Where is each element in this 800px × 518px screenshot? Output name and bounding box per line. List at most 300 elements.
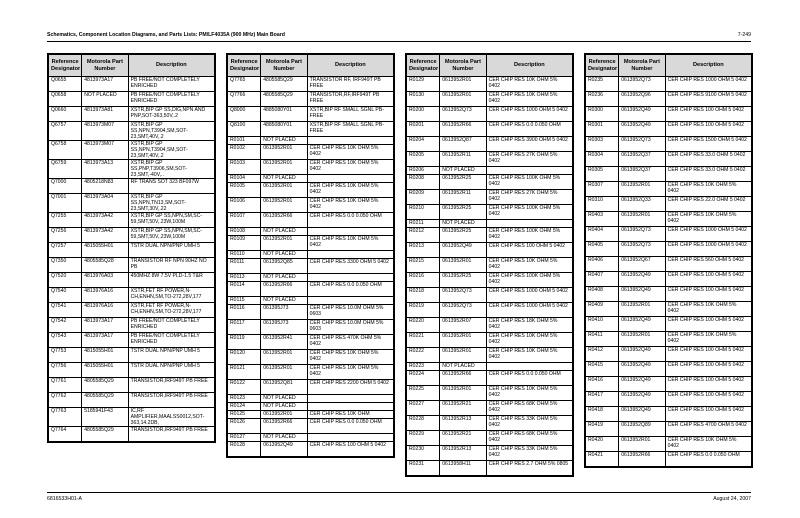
cell-part: 0613952Q89 — [619, 422, 665, 437]
cell-desc: CER CHIP RES 33K OHM 5% 0402 — [486, 446, 572, 461]
cell-ref: R0113 — [228, 274, 261, 282]
table-row — [407, 152, 573, 167]
cell-ref: R0101 — [228, 137, 261, 145]
table-row — [407, 205, 573, 220]
table-row — [228, 122, 394, 137]
cell-desc: XSTR,BIP GP SS,NPN,SM,SC-59,SMT,50V,.23W,100M — [128, 213, 214, 228]
cell-desc: CER CHIP RES 100K OHM 5% 0402 — [486, 228, 572, 243]
table-row — [49, 141, 215, 160]
cell-ref: R0228 — [407, 416, 440, 431]
cell-desc: TSTR DUAL NPN/PNP UMH 5 — [128, 348, 214, 363]
cell-part: 0613952Q49 — [619, 407, 665, 422]
cell-part: 0613952R07 — [440, 318, 486, 333]
cell-ref: R0421 — [586, 452, 619, 467]
cell-desc: XSTR,BIP GP SS,NPN,TN13,SM,SOT-23,SMT,30V,.22 — [128, 194, 214, 213]
cell-ref: Q7542 — [49, 318, 82, 333]
cell-desc: CER CHIP RES 10K OHM 5% 0402 — [307, 160, 393, 175]
cell-part: 0613952R66 — [261, 419, 307, 434]
cell-ref: R0415 — [586, 362, 619, 377]
table-row — [407, 461, 573, 476]
page-header-title: Schematics, Component Location Diagrams, and Parts Lists: PM/LF4035A (900 MHz) Main Board — [47, 32, 285, 38]
table-row — [586, 302, 752, 317]
table-row — [407, 363, 573, 371]
cell-desc: PB FREE/NOT COMPLETELY ENRICHED — [128, 318, 214, 333]
cell-desc: CER CHIP RES 100 OHM 5 0402 — [665, 362, 751, 377]
table-row — [228, 442, 394, 457]
cell-desc: CER CHIP RES 10K OHM 5% 0402 — [665, 212, 751, 227]
cell-part: 4805585Q29 — [261, 77, 307, 92]
cell-ref: R0412 — [586, 347, 619, 362]
cell-part: 4813973A17 — [82, 333, 128, 348]
table-row — [49, 318, 215, 333]
cell-ref: R0108 — [228, 228, 261, 236]
parts-table-col-4 — [584, 53, 753, 468]
table-row — [407, 175, 573, 190]
cell-part: 061395J73 — [261, 320, 307, 335]
cell-desc: CER CHIP RES 10K OHM 5% 0402 — [486, 77, 572, 92]
cell-desc: CER CHIP RES 2200 OHM 5 0402 — [307, 380, 393, 395]
cell-desc: CER CHIP RES 10K OHM — [307, 411, 393, 419]
cell-part: 0613952R21 — [440, 401, 486, 416]
table-row — [407, 122, 573, 137]
table-row — [586, 107, 752, 122]
cell-desc — [307, 434, 393, 442]
cell-part: 0613952Q49 — [619, 287, 665, 302]
cell-part: 0613952Q37 — [619, 167, 665, 182]
cell-part: 0613952Q49 — [440, 243, 486, 258]
table-row — [586, 437, 752, 452]
cell-desc: CER CHIP RES 0.0 0.050 OHM — [486, 122, 572, 137]
cell-ref: R0128 — [228, 442, 261, 457]
cell-desc: XSTR,FET RF POWER,N-CH,ENHN,SM,TO-272,28V,177 — [128, 303, 214, 318]
table-row — [49, 77, 215, 92]
cell-desc: CER CHIP RES 10K OHM 5% 0402 — [486, 348, 572, 363]
cell-ref: R0307 — [586, 182, 619, 197]
column-header-desc: Description — [486, 55, 572, 77]
cell-part: 0613952Q73 — [619, 137, 665, 152]
cell-desc: PB FREE/NOT COMPLETELY ENRICHED — [128, 333, 214, 348]
table-row — [49, 122, 215, 141]
cell-ref: R0204 — [407, 137, 440, 152]
cell-ref: R0105 — [228, 183, 261, 198]
table-row — [586, 212, 752, 227]
cell-part: 0613952R25 — [440, 205, 486, 220]
cell-desc: CER CHIP RES 0.0 0.050 OHM — [486, 371, 572, 386]
table-row — [228, 282, 394, 297]
cell-part: 4813973A17 — [82, 318, 128, 333]
table-row — [49, 92, 215, 107]
table-row — [407, 220, 573, 228]
table-row — [407, 431, 573, 446]
table-row — [586, 317, 752, 332]
cell-part: NOT PLACED — [261, 251, 307, 259]
table-row — [49, 427, 215, 442]
table-row — [586, 407, 752, 422]
cell-ref: R0411 — [586, 332, 619, 347]
cell-part: 0613952R01 — [619, 212, 665, 227]
cell-ref: Q7001 — [49, 194, 82, 213]
table-row — [586, 182, 752, 197]
table-row — [49, 348, 215, 363]
cell-ref: R0404 — [586, 227, 619, 242]
cell-desc: CER CHIP RES 100 OHM 5 0402 — [665, 107, 751, 122]
cell-ref: R0126 — [228, 419, 261, 434]
table-row — [49, 194, 215, 213]
cell-part: 0613952R01 — [261, 145, 307, 160]
cell-part: 0613952R01 — [440, 333, 486, 348]
cell-ref: Q7763 — [49, 408, 82, 427]
table-row — [228, 335, 394, 350]
cell-ref: R0406 — [586, 257, 619, 272]
cell-part: 4805585Q29 — [82, 427, 128, 442]
cell-ref: Q7765 — [228, 77, 261, 92]
table-row — [407, 167, 573, 175]
column-header-part: Motorola Part Number — [82, 55, 128, 77]
cell-ref: R0418 — [586, 407, 619, 422]
cell-desc: CER CHIP RES 3900 OHM 5 0402 — [486, 137, 572, 152]
cell-desc: CER CHIP RES 10K OHM 5% 0402 — [665, 437, 751, 452]
table-row — [49, 160, 215, 179]
cell-desc: TRANSISTOR,IRF949T PB FREE — [128, 378, 214, 393]
table-row — [49, 288, 215, 303]
cell-desc: CER CHIP RES 100 OHM 5 0402 — [665, 377, 751, 392]
table-row — [49, 243, 215, 258]
cell-ref: Q7543 — [49, 333, 82, 348]
cell-ref: Q6758 — [49, 141, 82, 160]
cell-part: 0613952R21 — [440, 431, 486, 446]
cell-ref: R0106 — [228, 198, 261, 213]
column-header-ref: Reference Designator — [407, 55, 440, 77]
table-row — [49, 213, 215, 228]
cell-ref: R0120 — [228, 350, 261, 365]
table-row — [586, 257, 752, 272]
cell-ref: R0408 — [586, 287, 619, 302]
cell-ref: R0236 — [586, 92, 619, 107]
cell-desc — [307, 137, 393, 145]
cell-ref: R0109 — [228, 236, 261, 251]
cell-ref: R0201 — [407, 122, 440, 137]
cell-ref: R0121 — [228, 365, 261, 380]
cell-desc: CER CHIP RES 100 OHM 5 0402 — [665, 347, 751, 362]
header-rule — [47, 41, 751, 42]
cell-desc: CER CHIP RES 18K OHM 5% 0402 — [486, 318, 572, 333]
cell-ref: R0403 — [586, 212, 619, 227]
cell-ref: R0221 — [407, 333, 440, 348]
cell-ref: Q8100 — [228, 122, 261, 137]
cell-part: 0613952R13 — [440, 446, 486, 461]
table-row — [407, 446, 573, 461]
table-row — [407, 228, 573, 243]
column-header-desc: Description — [665, 55, 751, 77]
column-header-part: Motorola Part Number — [440, 55, 486, 77]
cell-part: 0613952R66 — [261, 282, 307, 297]
cell-part: 4813976A16 — [82, 288, 128, 303]
table-row — [586, 137, 752, 152]
cell-part: 0613952Q73 — [440, 107, 486, 122]
cell-desc — [307, 274, 393, 282]
table-row — [407, 371, 573, 386]
cell-desc: CER CHIP RES 0.0 0.050 OHM — [307, 419, 393, 434]
cell-part: 5185941F43 — [82, 408, 128, 427]
cell-part: 0613952R01 — [261, 350, 307, 365]
cell-ref: Q0660 — [49, 107, 82, 122]
cell-desc: CER CHIP RES 1000 OHM 5 0402 — [486, 288, 572, 303]
cell-part: 0613958H11 — [440, 461, 486, 476]
cell-desc: CER CHIP RES 470K OHM 5% 0402 — [307, 335, 393, 350]
cell-part: NOT PLACED — [440, 167, 486, 175]
cell-desc: CER CHIP RES 1500 OHM 5 0402 — [665, 137, 751, 152]
table-row — [407, 243, 573, 258]
cell-ref: R0102 — [228, 145, 261, 160]
cell-part: 0613952R01 — [261, 411, 307, 419]
cell-desc: CER CHIP RES 100K OHM 5% 0402 — [486, 273, 572, 288]
cell-desc: CER CHIP RES 9100 OHM 5 0402 — [665, 92, 751, 107]
cell-desc — [486, 220, 572, 228]
table-row — [228, 259, 394, 274]
cell-desc: XSTR,BIP GP SS,DIG,NPN AND PNP,SOT-363,50V,.2 — [128, 107, 214, 122]
cell-desc — [307, 251, 393, 259]
cell-part: 4813973A42 — [82, 228, 128, 243]
cell-ref: R0103 — [228, 160, 261, 175]
cell-part: 0613952R01 — [619, 302, 665, 317]
cell-desc: CER CHIP RES 100 OHM 5 0402 — [665, 122, 751, 137]
cell-part: 0613952Q96 — [619, 92, 665, 107]
cell-part: 0613952Q73 — [440, 288, 486, 303]
cell-part: 0613952R01 — [440, 386, 486, 401]
cell-part: 0613952Q67 — [619, 257, 665, 272]
cell-desc: CER CHIP RES 0.0 0.050 OHM — [307, 213, 393, 228]
cell-desc: XSTR,BIP RF SMALL SGNL PB-FREE — [307, 122, 393, 137]
cell-ref: R0227 — [407, 401, 440, 416]
cell-part: 4885080Y01 — [261, 122, 307, 137]
table-row — [586, 392, 752, 407]
table-row — [228, 175, 394, 183]
cell-part: NOT PLACED — [261, 137, 307, 145]
cell-ref: R0301 — [586, 122, 619, 137]
cell-ref: R0124 — [228, 403, 261, 411]
cell-part: 0613952R01 — [619, 437, 665, 452]
table-row — [228, 251, 394, 259]
cell-desc: CER CHIP RES 100K OHM 5% 0402 — [486, 175, 572, 190]
cell-ref: Q6757 — [49, 122, 82, 141]
cell-part: 0613952R01 — [261, 365, 307, 380]
cell-part: NOT PLACED — [261, 274, 307, 282]
cell-ref: Q0658 — [49, 92, 82, 107]
table-row — [407, 303, 573, 318]
cell-part: NOT PLACED — [261, 228, 307, 236]
cell-part: 4805218N83 — [82, 179, 128, 194]
cell-desc: XSTR,BIP GP SS,NPN,T3904,SM,SOT-23,SMT,40V,.2 — [128, 122, 214, 141]
cell-part: 0613952R01 — [261, 236, 307, 251]
cell-ref: Q7753 — [49, 348, 82, 363]
parts-table-col-3 — [405, 53, 574, 477]
table-row — [586, 377, 752, 392]
cell-desc: CER CHIP RES 100 OHM 5 0402 — [665, 392, 751, 407]
cell-desc — [307, 228, 393, 236]
cell-desc: CER CHIP RES 27K OHM 5% 0402 — [486, 190, 572, 205]
cell-ref: R0230 — [407, 446, 440, 461]
table-row — [586, 332, 752, 347]
parts-table-col-1 — [47, 53, 216, 443]
cell-part: 0613952Q87 — [440, 137, 486, 152]
cell-part: 0613952Q49 — [619, 107, 665, 122]
cell-desc: TRANSISTOR RF, IRF949T PB FREE — [307, 77, 393, 92]
cell-part: 4813973A13 — [82, 160, 128, 179]
table-row — [228, 411, 394, 419]
table-row — [407, 401, 573, 416]
table-row — [228, 145, 394, 160]
cell-desc: CER CHIP RES 33.0 OHM 5 0402 — [665, 167, 751, 182]
cell-part: 0613952R11 — [440, 152, 486, 167]
table-row — [407, 258, 573, 273]
cell-desc: CER CHIP RES 68K OHM 5% 0402 — [486, 431, 572, 446]
column-header-desc: Description — [307, 55, 393, 77]
table-row — [586, 197, 752, 212]
cell-desc: 450MHZ 8W 7.5V PLD-1.5 T&R — [128, 273, 214, 288]
table-row — [228, 137, 394, 145]
cell-ref: R0420 — [586, 437, 619, 452]
cell-desc: XSTR,BIP GP SS,NPN,T3904,SM,SOT-23,SMT,40V,.2 — [128, 141, 214, 160]
cell-ref: Q7520 — [49, 273, 82, 288]
cell-ref: Q6759 — [49, 160, 82, 179]
parts-table — [406, 54, 573, 476]
cell-ref: R0119 — [228, 335, 261, 350]
cell-ref: R0110 — [228, 251, 261, 259]
cell-desc: CER CHIP RES 2.7 OHM 5% 0805 — [486, 461, 572, 476]
cell-part: 0613952Q49 — [619, 272, 665, 287]
cell-desc: CER CHIP RES 33.0 OHM 5 0402 — [665, 152, 751, 167]
cell-part: 0613952Q73 — [619, 77, 665, 92]
cell-ref: R0310 — [586, 197, 619, 212]
cell-desc: CER CHIP RES 100 OHM 5 0402 — [665, 317, 751, 332]
table-row — [228, 228, 394, 236]
table-row — [586, 77, 752, 92]
table-row — [228, 350, 394, 365]
cell-ref: Q7540 — [49, 288, 82, 303]
cell-desc: CER CHIP RES 10K OHM 5% 0402 — [307, 198, 393, 213]
cell-ref: R0407 — [586, 272, 619, 287]
cell-desc — [486, 363, 572, 371]
table-row — [407, 386, 573, 401]
cell-desc: CER CHIP RES 10.0M OHM 5% 0603 — [307, 320, 393, 335]
cell-desc: CER CHIP RES 0.0 0.050 OHM — [307, 282, 393, 297]
cell-part: 0613952Q49 — [619, 377, 665, 392]
table-row — [49, 179, 215, 194]
cell-ref: R0231 — [407, 461, 440, 476]
cell-desc: CER CHIP RES 10K OHM 5% 0402 — [486, 386, 572, 401]
cell-part: 0613952R25 — [440, 175, 486, 190]
cell-part: 0613952R01 — [619, 332, 665, 347]
cell-part: 4815055H01 — [82, 363, 128, 378]
cell-ref: R0219 — [407, 303, 440, 318]
document-number: 6816533H01-A — [47, 496, 82, 502]
table-row — [586, 347, 752, 362]
cell-part: 0613952R66 — [261, 213, 307, 228]
cell-part: 0613952R01 — [261, 183, 307, 198]
cell-desc: TSTR DUAL NPN/PNP UMH 5 — [128, 363, 214, 378]
cell-ref: R0416 — [586, 377, 619, 392]
table-row — [228, 107, 394, 122]
cell-desc: CER CHIP RES 27K OHM 5% 0402 — [486, 152, 572, 167]
table-row — [586, 287, 752, 302]
cell-part: 0613952Q49 — [619, 122, 665, 137]
table-row — [228, 274, 394, 282]
table-row — [228, 419, 394, 434]
cell-ref: Q7756 — [49, 363, 82, 378]
cell-desc: TSTR DUAL NPN/PNP UMH 5 — [128, 243, 214, 258]
parts-table — [227, 54, 394, 457]
cell-desc: CER CHIP RES 10K OHM 5% 0402 — [486, 258, 572, 273]
parts-table — [48, 54, 215, 442]
table-row — [49, 107, 215, 122]
cell-desc: CER CHIP RES 100 OHM 5 0402 — [665, 272, 751, 287]
column-header-ref: Reference Designator — [228, 55, 261, 77]
cell-ref: R0114 — [228, 282, 261, 297]
publication-date: August 24, 2007 — [713, 496, 751, 502]
cell-ref: Q7761 — [49, 378, 82, 393]
cell-desc: CER CHIP RES 4700 OHM 5 0402 — [665, 422, 751, 437]
table-row — [407, 92, 573, 107]
cell-ref: R0409 — [586, 302, 619, 317]
table-row — [228, 297, 394, 305]
cell-desc: CER CHIP RES 100 OHM 5 0402 — [665, 287, 751, 302]
cell-desc: CER CHIP RES 10K OHM 5% 0402 — [307, 145, 393, 160]
cell-ref: Q7766 — [228, 92, 261, 107]
table-row — [586, 242, 752, 257]
table-row — [586, 422, 752, 437]
table-row — [586, 167, 752, 182]
column-header-part: Motorola Part Number — [261, 55, 307, 77]
cell-part: 4813973M07 — [82, 141, 128, 160]
table-row — [407, 333, 573, 348]
page-number: 7-249 — [737, 32, 751, 38]
cell-ref: R0111 — [228, 259, 261, 274]
cell-ref: Q0655 — [49, 77, 82, 92]
cell-ref: R0223 — [407, 363, 440, 371]
cell-ref: R0130 — [407, 92, 440, 107]
column-header-part: Motorola Part Number — [619, 55, 665, 77]
cell-ref: R0305 — [586, 167, 619, 182]
cell-part: 0613952R01 — [440, 77, 486, 92]
cell-ref: R0122 — [228, 380, 261, 395]
cell-part: 0613952R25 — [440, 228, 486, 243]
cell-ref: R0419 — [586, 422, 619, 437]
table-row — [407, 416, 573, 431]
cell-ref: Q7256 — [49, 228, 82, 243]
cell-desc: XSTR,BIP GP SS,NPN,SM,SC-59,SMT,50V,.23W,100M — [128, 228, 214, 243]
cell-ref: R0220 — [407, 318, 440, 333]
cell-part: 4813973M07 — [82, 122, 128, 141]
cell-part: NOT PLACED — [440, 363, 486, 371]
cell-desc: CER CHIP RES 1000 OHM 5 0402 — [665, 227, 751, 242]
table-row — [228, 403, 394, 411]
cell-desc: CER CHIP RES 560 OHM 5 0402 — [665, 257, 751, 272]
table-row — [586, 227, 752, 242]
cell-ref: R0209 — [407, 190, 440, 205]
table-row — [228, 77, 394, 92]
cell-part: 0613952Q49 — [619, 362, 665, 377]
cell-ref: R0123 — [228, 395, 261, 403]
cell-desc: CER CHIP RES 33K OHM 5% 0402 — [486, 416, 572, 431]
table-row — [407, 190, 573, 205]
cell-part: 4805585Q29 — [82, 378, 128, 393]
cell-desc: TRANSISTOR,IRF949T PB FREE — [128, 427, 214, 442]
column-header-ref: Reference Designator — [49, 55, 82, 77]
cell-part: NOT PLACED — [261, 434, 307, 442]
cell-desc: IC,RF AMPLIFIER,MAALSS0012,SOT-363,14.2DB, — [128, 408, 214, 427]
cell-desc — [307, 297, 393, 305]
cell-ref: R0405 — [586, 242, 619, 257]
